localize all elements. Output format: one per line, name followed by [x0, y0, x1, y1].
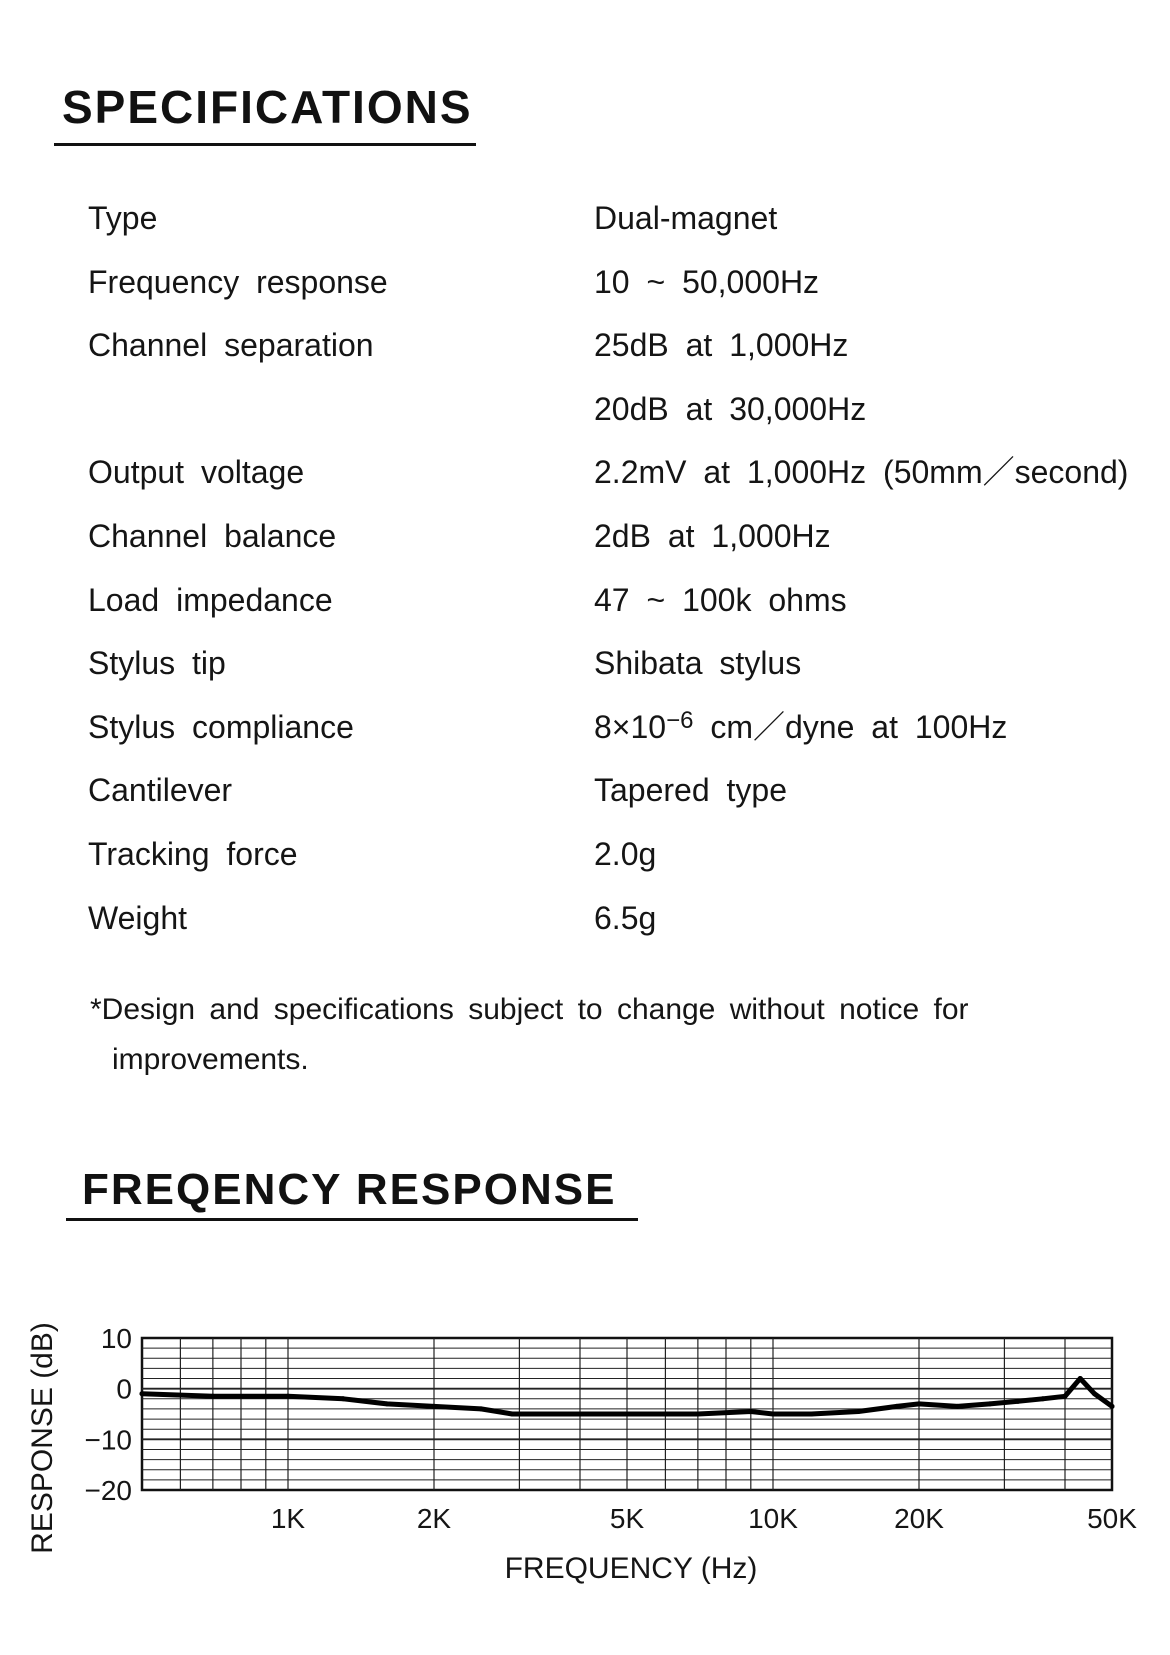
- specifications-heading-rule: [54, 143, 476, 146]
- response-curve-point: [695, 1412, 700, 1417]
- y-tick-label: −10: [84, 1424, 132, 1456]
- y-axis-label: RESPONSE (dB): [26, 1322, 59, 1554]
- spec-value: 2.0g: [594, 836, 657, 872]
- frequency-response-chart: [0, 1300, 1170, 1600]
- spec-value: 20dB at 30,000Hz: [594, 391, 867, 427]
- response-curve-point: [1092, 1391, 1097, 1396]
- spec-label: Output voltage: [88, 454, 305, 490]
- spec-value: 10 ~ 50,000Hz: [594, 264, 820, 300]
- x-axis-label: FREQUENCY (Hz): [504, 1552, 758, 1585]
- y-tick-label: 10: [100, 1323, 132, 1354]
- response-curve-point: [748, 1409, 753, 1414]
- response-curve-point: [431, 1404, 436, 1409]
- spec-value: [594, 707, 1007, 751]
- specifications-heading: SPECIFICATIONS: [62, 81, 473, 133]
- spec-value: 47 ~ 100k ohms: [594, 582, 847, 618]
- response-curve-point: [384, 1401, 389, 1406]
- response-curve-point: [510, 1412, 515, 1417]
- spec-value: 6.5g: [594, 900, 657, 936]
- response-curve-point: [916, 1401, 921, 1406]
- x-tick-label: 20K: [894, 1503, 944, 1534]
- spec-value-unit: cm／dyne at 100Hz: [693, 709, 1008, 745]
- response-curve-point: [1110, 1404, 1115, 1409]
- response-curve-point: [625, 1412, 630, 1417]
- spec-label: Cantilever: [88, 772, 233, 808]
- spec-note-line-2: improvements.: [112, 1043, 309, 1076]
- spec-label: Weight: [88, 900, 188, 936]
- spec-value: Tapered type: [594, 772, 788, 808]
- x-tick-label: 50K: [1087, 1503, 1137, 1534]
- spec-label: Tracking force: [88, 836, 298, 872]
- spec-label: Load impedance: [88, 582, 333, 618]
- response-curve-point: [987, 1401, 992, 1406]
- spec-label: Channel separation: [88, 327, 374, 363]
- response-curve-point: [770, 1412, 775, 1417]
- x-tick-label: 2K: [416, 1503, 452, 1534]
- response-curve-point: [341, 1396, 346, 1401]
- response-curve-point: [856, 1409, 861, 1414]
- spec-label: Channel balance: [88, 518, 337, 554]
- response-curve-point: [1078, 1376, 1083, 1381]
- response-curve-point: [894, 1404, 899, 1409]
- x-tick-label: 1K: [270, 1503, 306, 1534]
- spec-value-exponent: −6: [666, 707, 694, 734]
- spec-value: 2dB at 1,000Hz: [594, 518, 831, 554]
- spec-label: Type: [88, 200, 158, 236]
- response-curve-point: [955, 1404, 960, 1409]
- spec-label: Frequency response: [88, 264, 388, 300]
- response-curve-point: [1015, 1399, 1020, 1404]
- response-curve-point: [479, 1406, 484, 1411]
- spec-value: Shibata stylus: [594, 645, 802, 681]
- response-curve-point: [285, 1394, 290, 1399]
- spec-note-line-1: *Design and specifications subject to change without notice for: [90, 993, 969, 1026]
- response-curve-point: [809, 1412, 814, 1417]
- x-tick-label: 5K: [609, 1503, 645, 1534]
- x-tick-label: 10K: [748, 1503, 798, 1534]
- response-curve-point: [1040, 1396, 1045, 1401]
- response-curve-point: [140, 1391, 145, 1396]
- spec-value-base: 8×10: [594, 709, 667, 745]
- spec-value: Dual-magnet: [594, 200, 778, 236]
- y-tick-label: 0: [116, 1373, 132, 1405]
- spec-value: 25dB at 1,000Hz: [594, 327, 849, 363]
- spec-label: Stylus compliance: [88, 709, 354, 745]
- spec-label: Stylus tip: [88, 645, 226, 681]
- frequency-response-heading-rule: [66, 1218, 638, 1221]
- response-curve-point: [210, 1394, 215, 1399]
- frequency-response-heading: FREQENCY RESPONSE: [82, 1165, 617, 1214]
- response-curve-point: [1062, 1394, 1067, 1399]
- response-curve-point: [549, 1412, 554, 1417]
- spec-value: 2.2mV at 1,000Hz (50mm／second): [594, 454, 1129, 490]
- y-tick-label: −20: [84, 1475, 132, 1506]
